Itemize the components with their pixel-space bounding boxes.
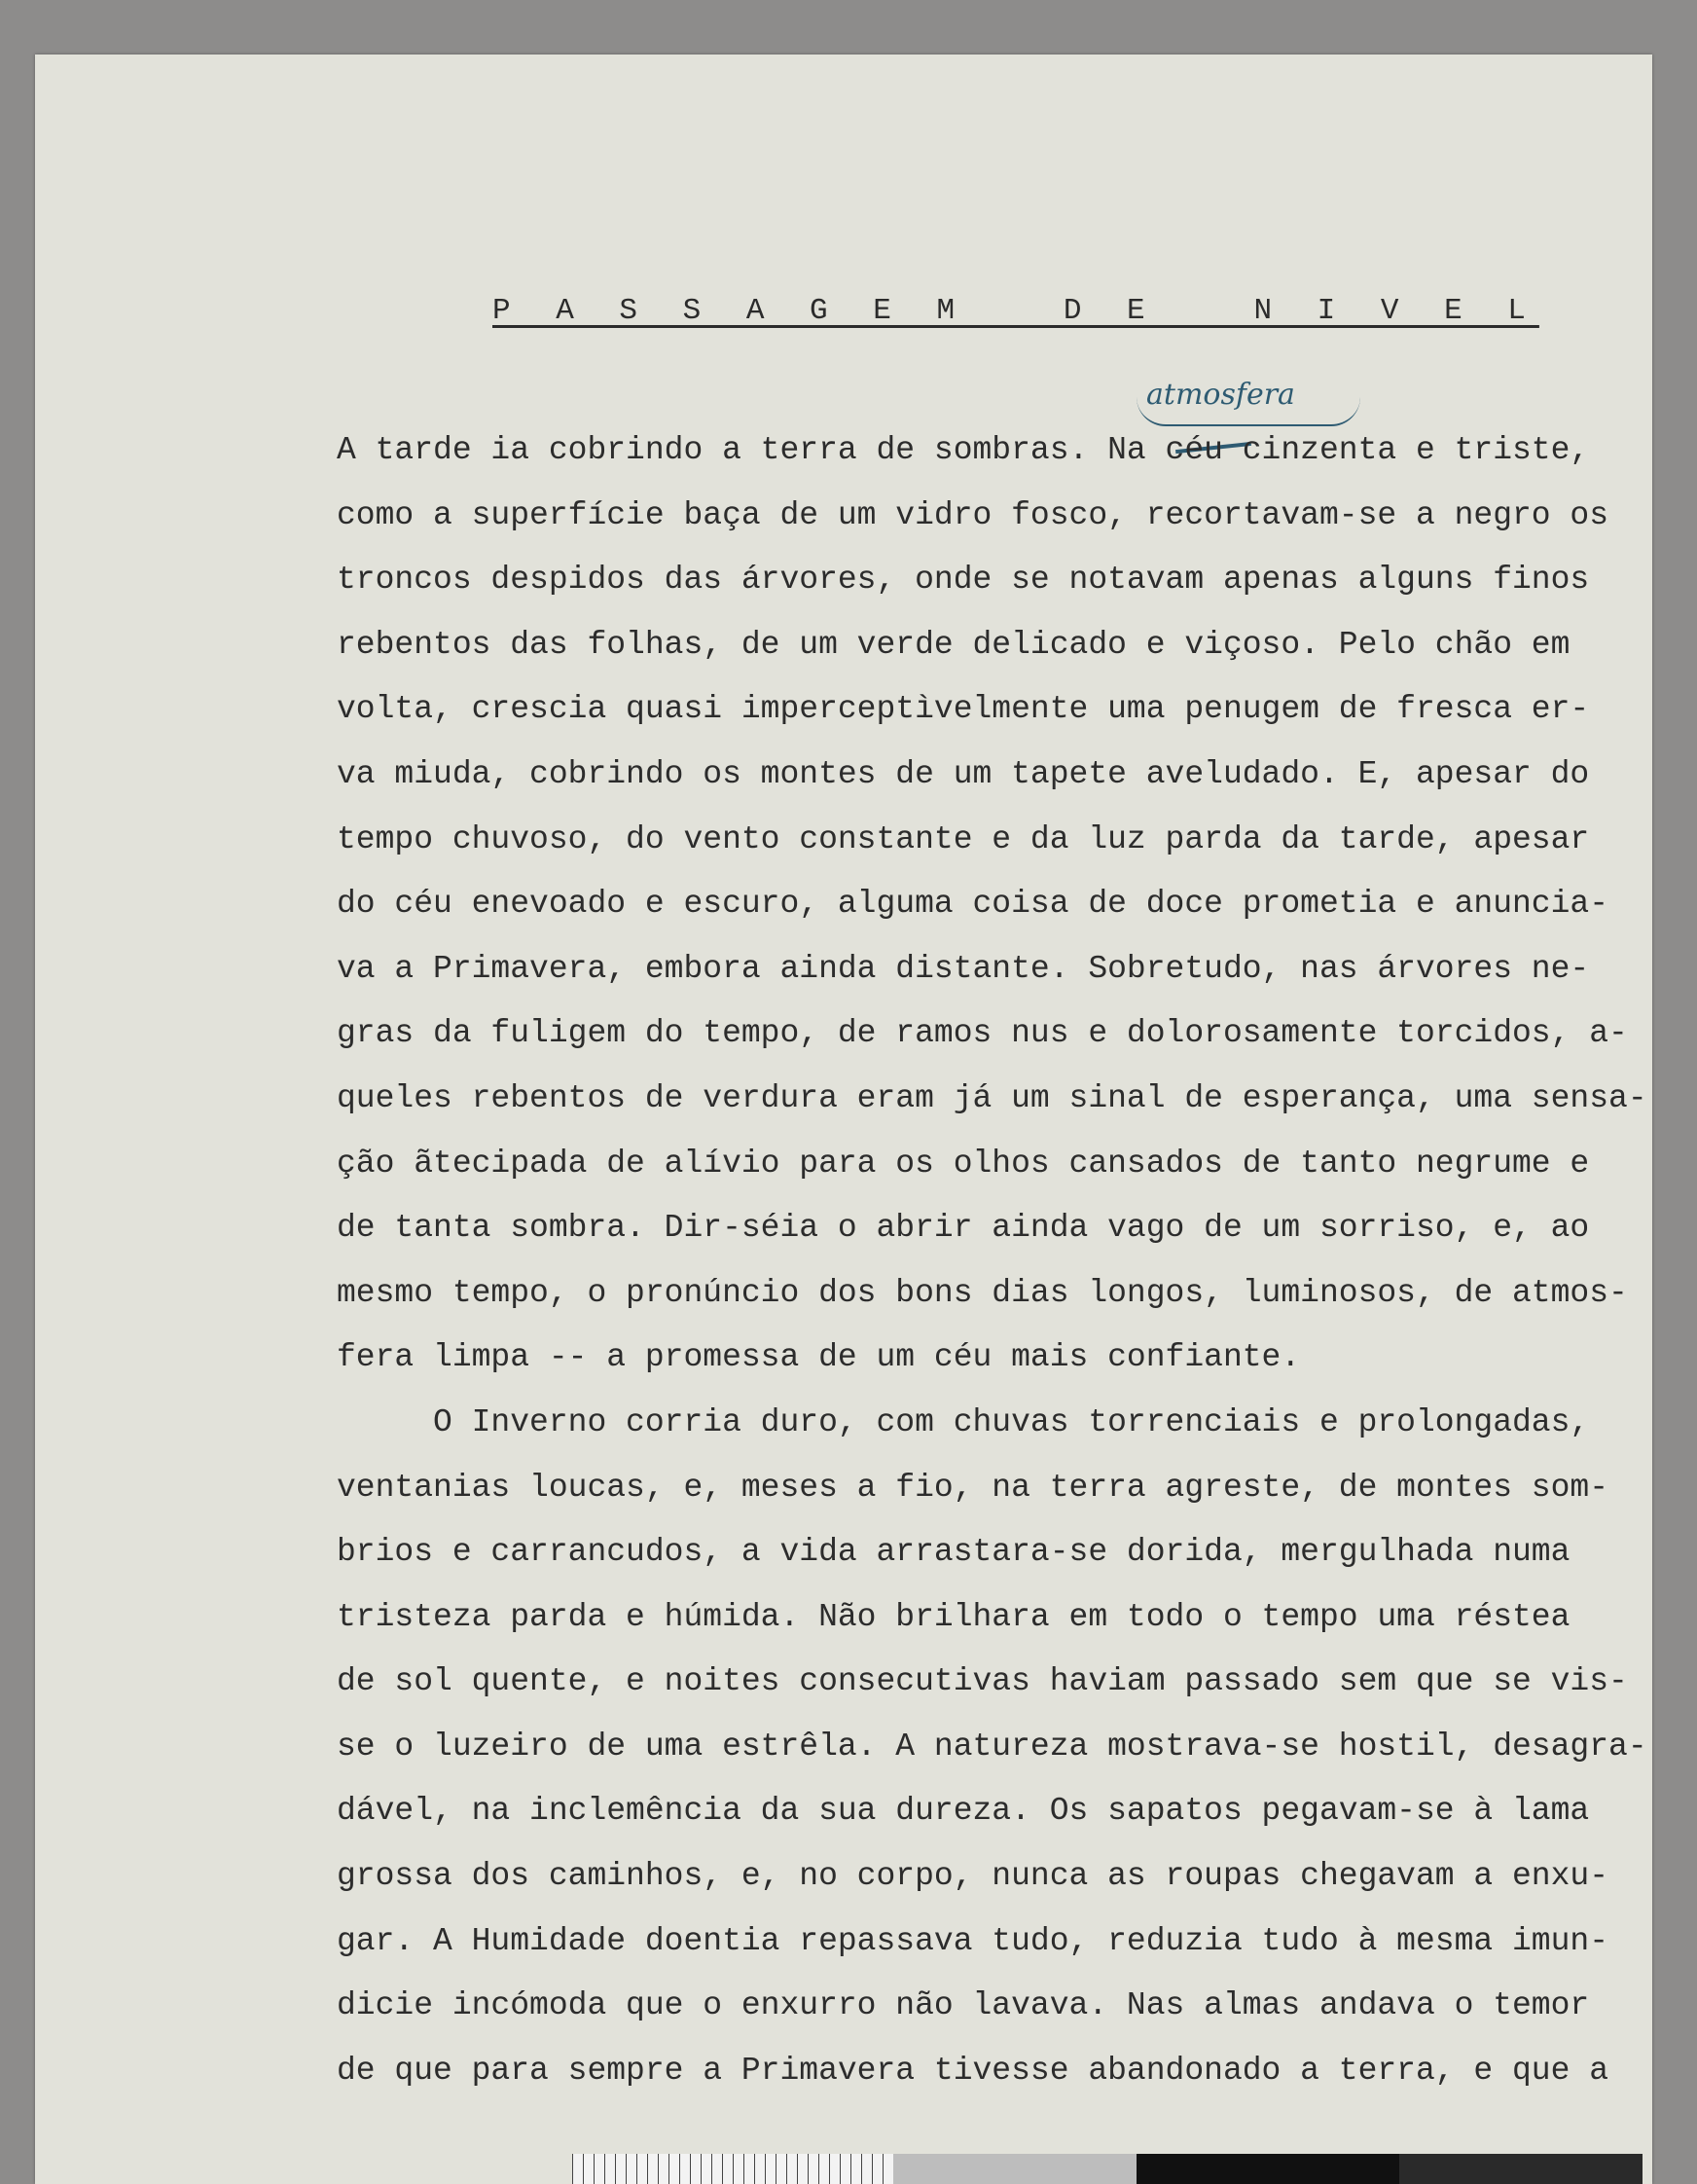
text-line: mesmo tempo, o pronúncio dos bons dias longos, luminosos, de atmos- (337, 1274, 1628, 1311)
text-line: de que para sempre a Primavera tivesse abandonado a terra, e que a (337, 2052, 1609, 2089)
scale-ruler-segment (572, 2154, 893, 2184)
text-line: dável, na inclemência da sua dureza. Os sapatos pegavam-se à lama (337, 1793, 1590, 1830)
scale-gray-segment (893, 2154, 1137, 2184)
document-title: P A S S A G E M D E N I V E L (492, 294, 1539, 328)
text-line: troncos despidos das árvores, onde se notavam apenas alguns finos (337, 562, 1590, 599)
text-line: como a superfície baça de um vidro fosco, recortavam-se a negro os (337, 496, 1609, 533)
text-line: va miuda, cobrindo os montes de um tapete aveludado. E, apesar do (337, 755, 1590, 792)
scale-dark-segment (1399, 2154, 1643, 2184)
text-line: tristeza parda e húmida. Não brilhara em todo o tempo uma réstea (337, 1598, 1571, 1635)
text-line: va a Primavera, embora ainda distante. Sobretudo, nas árvores ne- (337, 950, 1590, 987)
text-line: fera limpa -- a promessa de um céu mais confiante. (337, 1339, 1301, 1376)
text-line: rebentos das folhas, de um verde delicado e viçoso. Pelo chão em (337, 626, 1571, 663)
text-line: se o luzeiro de uma estrêla. A natureza mostrava-se hostil, desagra- (337, 1728, 1647, 1765)
text-line: dicie incómoda que o enxurro não lavava. Nas almas andava o temor (337, 1987, 1590, 2024)
text-line: queles rebentos de verdura eram já um sinal de esperança, uma sensa- (337, 1079, 1647, 1116)
text-line: tempo chuvoso, do vento constante e da luz parda da tarde, apesar (337, 820, 1590, 857)
text-line: do céu enevoado e escuro, alguma coisa de doce prometia e anuncia- (337, 886, 1609, 923)
text-line: gar. A Humidade doentia repassava tudo, reduzia tudo à mesma imun- (337, 1922, 1609, 1959)
text-line: ventanias loucas, e, meses a fio, na terra agreste, de montes som- (337, 1469, 1609, 1506)
text-line: volta, crescia quasi imperceptìvelmente uma penugem de fresca er- (337, 691, 1590, 728)
text-line: de sol quente, e noites consecutivas haviam passado sem que se vis- (337, 1663, 1628, 1700)
text-line: A tarde ia cobrindo a terra de sombras. Na céu cinzenta e triste, (337, 432, 1590, 468)
document-body (337, 419, 1647, 2103)
text-line: grossa dos caminhos, e, no corpo, nunca as roupas chegavam a enxu- (337, 1858, 1609, 1895)
color-scale-bar (572, 2154, 1643, 2184)
scale-black-segment (1137, 2154, 1399, 2184)
text-line: ção ãtecipada de alívio para os olhos cansados de tanto negrume e (337, 1145, 1590, 1182)
handwritten-annotation: atmosfera (1146, 378, 1295, 412)
text-line: brios e carrancudos, a vida arrastara-se dorida, mergulhada numa (337, 1534, 1571, 1571)
text-line: gras da fuligem do tempo, de ramos nus e dolorosamente torcidos, a- (337, 1015, 1628, 1052)
text-line: O Inverno corria duro, com chuvas torrenciais e prolongadas, (337, 1403, 1590, 1440)
text-line: de tanta sombra. Dir-séia o abrir ainda vago de um sorriso, e, ao (337, 1210, 1590, 1247)
